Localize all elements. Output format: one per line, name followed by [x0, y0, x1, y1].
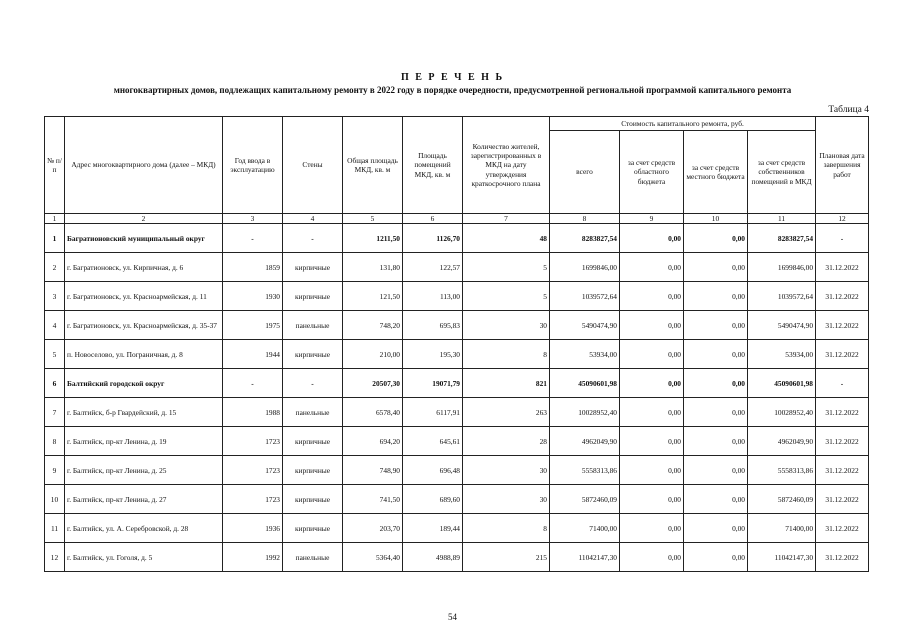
row-cost-total: 71400,00 [550, 514, 620, 543]
column-number: 11 [748, 214, 816, 224]
row-cost-regional: 0,00 [620, 514, 684, 543]
repair-table [44, 116, 869, 572]
row-cost-local: 0,00 [684, 253, 748, 282]
row-residents: 30 [463, 485, 550, 514]
header-cost-owners: за счет средств собственников помещений в МКД [748, 131, 816, 214]
row-planned-date: 31.12.2022 [816, 340, 869, 369]
row-planned-date: 31.12.2022 [816, 485, 869, 514]
row-address: г. Балтийск, пр-кт Ленина, д. 19 [65, 427, 223, 456]
row-premises-area: 689,60 [403, 485, 463, 514]
row-year: 1723 [223, 427, 283, 456]
row-number: 2 [45, 253, 65, 282]
row-year: 1936 [223, 514, 283, 543]
row-year: 1723 [223, 456, 283, 485]
header-year: Год ввода в эксплуатацию [223, 117, 283, 214]
row-premises-area: 113,00 [403, 282, 463, 311]
row-planned-date: 31.12.2022 [816, 311, 869, 340]
row-year: 1930 [223, 282, 283, 311]
row-number: 1 [45, 224, 65, 253]
row-cost-total: 5558313,86 [550, 456, 620, 485]
row-cost-owners: 71400,00 [748, 514, 816, 543]
row-cost-owners: 11042147,30 [748, 543, 816, 572]
header-residents: Количество жителей, зарегистрированных в МКД на дату утверждения краткосрочного плана [463, 117, 550, 214]
row-cost-owners: 5872460,09 [748, 485, 816, 514]
table-row [45, 456, 869, 485]
row-year: 1988 [223, 398, 283, 427]
row-address: Балтийский городской округ [65, 369, 223, 398]
row-planned-date: 31.12.2022 [816, 514, 869, 543]
header-no: № п/п [45, 117, 65, 214]
row-residents: 215 [463, 543, 550, 572]
row-number: 9 [45, 456, 65, 485]
page-number: 54 [448, 612, 457, 622]
row-cost-owners: 4962049,90 [748, 427, 816, 456]
row-cost-total: 5490474,90 [550, 311, 620, 340]
row-residents: 30 [463, 311, 550, 340]
row-number: 3 [45, 282, 65, 311]
table-row [45, 253, 869, 282]
header-premises-area: Площадь помещений МКД, кв. м [403, 117, 463, 214]
row-cost-regional: 0,00 [620, 224, 684, 253]
row-premises-area: 4988,89 [403, 543, 463, 572]
row-cost-local: 0,00 [684, 224, 748, 253]
row-address: г. Багратионовск, ул. Красноармейская, д. 35-37 [65, 311, 223, 340]
row-premises-area: 195,30 [403, 340, 463, 369]
row-planned-date: 31.12.2022 [816, 253, 869, 282]
row-premises-area: 122,57 [403, 253, 463, 282]
row-premises-area: 19071,79 [403, 369, 463, 398]
row-total-area: 748,20 [343, 311, 403, 340]
row-cost-regional: 0,00 [620, 456, 684, 485]
row-walls: кирпичные [283, 253, 343, 282]
row-cost-regional: 0,00 [620, 485, 684, 514]
row-total-area: 741,50 [343, 485, 403, 514]
row-walls: панельные [283, 311, 343, 340]
row-number: 11 [45, 514, 65, 543]
row-planned-date: 31.12.2022 [816, 543, 869, 572]
row-cost-local: 0,00 [684, 456, 748, 485]
row-number: 7 [45, 398, 65, 427]
row-cost-regional: 0,00 [620, 427, 684, 456]
row-year: - [223, 369, 283, 398]
row-cost-local: 0,00 [684, 514, 748, 543]
row-cost-local: 0,00 [684, 543, 748, 572]
row-number: 4 [45, 311, 65, 340]
table-row [45, 514, 869, 543]
row-number: 8 [45, 427, 65, 456]
document-subtitle: многоквартирных домов, подлежащих капитальному ремонту в 2022 году в порядке очередности, предусмотренной региональной программой капитального ремонта [113, 85, 792, 95]
row-total-area: 694,20 [343, 427, 403, 456]
column-number: 4 [283, 214, 343, 224]
row-address: г. Балтийск, пр-кт Ленина, д. 25 [65, 456, 223, 485]
row-total-area: 131,80 [343, 253, 403, 282]
row-address: г. Балтийск, ул. Гоголя, д. 5 [65, 543, 223, 572]
row-total-area: 6578,40 [343, 398, 403, 427]
header-cost-total: всего [550, 131, 620, 214]
row-walls: кирпичные [283, 340, 343, 369]
row-walls: кирпичные [283, 427, 343, 456]
column-number: 12 [816, 214, 869, 224]
row-cost-local: 0,00 [684, 485, 748, 514]
row-cost-regional: 0,00 [620, 282, 684, 311]
row-cost-local: 0,00 [684, 427, 748, 456]
table-row [45, 398, 869, 427]
row-address: г. Балтийск, б-р Гвардейский, д. 15 [65, 398, 223, 427]
header-walls: Стены [283, 117, 343, 214]
column-number: 8 [550, 214, 620, 224]
row-cost-total: 11042147,30 [550, 543, 620, 572]
row-cost-total: 4962049,90 [550, 427, 620, 456]
row-residents: 263 [463, 398, 550, 427]
row-residents: 5 [463, 282, 550, 311]
row-premises-area: 695,83 [403, 311, 463, 340]
row-planned-date: 31.12.2022 [816, 427, 869, 456]
table-row [45, 340, 869, 369]
row-walls: кирпичные [283, 485, 343, 514]
row-cost-total: 10028952,40 [550, 398, 620, 427]
row-cost-local: 0,00 [684, 398, 748, 427]
row-cost-owners: 10028952,40 [748, 398, 816, 427]
row-planned-date: - [816, 369, 869, 398]
row-residents: 8 [463, 340, 550, 369]
row-premises-area: 1126,70 [403, 224, 463, 253]
row-year: 1723 [223, 485, 283, 514]
table-row [45, 282, 869, 311]
row-premises-area: 645,61 [403, 427, 463, 456]
row-planned-date: 31.12.2022 [816, 282, 869, 311]
table-row [45, 543, 869, 572]
row-number: 6 [45, 369, 65, 398]
row-cost-total: 5872460,09 [550, 485, 620, 514]
column-number: 7 [463, 214, 550, 224]
column-number: 3 [223, 214, 283, 224]
column-number: 1 [45, 214, 65, 224]
row-year: 1944 [223, 340, 283, 369]
row-year: - [223, 224, 283, 253]
row-address: г. Багратионовск, ул. Кирпичная, д. 6 [65, 253, 223, 282]
column-number: 2 [65, 214, 223, 224]
header-cost-regional: за счет средств областного бюджета [620, 131, 684, 214]
row-cost-owners: 8283827,54 [748, 224, 816, 253]
table-label: Таблица 4 [828, 105, 869, 115]
row-residents: 48 [463, 224, 550, 253]
row-cost-regional: 0,00 [620, 369, 684, 398]
row-cost-total: 8283827,54 [550, 224, 620, 253]
row-residents: 28 [463, 427, 550, 456]
row-cost-regional: 0,00 [620, 311, 684, 340]
row-address: г. Балтийск, ул. А. Серебровской, д. 28 [65, 514, 223, 543]
row-walls: кирпичные [283, 456, 343, 485]
header-cost-local: за счет средств местного бюджета [684, 131, 748, 214]
row-cost-local: 0,00 [684, 282, 748, 311]
column-number: 10 [684, 214, 748, 224]
row-cost-total: 1039572,64 [550, 282, 620, 311]
table-row [45, 427, 869, 456]
row-cost-regional: 0,00 [620, 340, 684, 369]
row-walls: панельные [283, 398, 343, 427]
table-row [45, 311, 869, 340]
row-walls: - [283, 224, 343, 253]
row-total-area: 5364,40 [343, 543, 403, 572]
row-address: п. Новоселово, ул. Пограничная, д. 8 [65, 340, 223, 369]
row-cost-owners: 5558313,86 [748, 456, 816, 485]
header-cost-group: Стоимость капитального ремонта, руб. [550, 117, 816, 131]
row-cost-owners: 5490474,90 [748, 311, 816, 340]
row-year: 1975 [223, 311, 283, 340]
row-total-area: 1211,50 [343, 224, 403, 253]
row-cost-local: 0,00 [684, 369, 748, 398]
row-year: 1992 [223, 543, 283, 572]
row-address: г. Балтийск, пр-кт Ленина, д. 27 [65, 485, 223, 514]
row-year: 1859 [223, 253, 283, 282]
column-number: 5 [343, 214, 403, 224]
row-address: г. Багратионовск, ул. Красноармейская, д. 11 [65, 282, 223, 311]
row-number: 12 [45, 543, 65, 572]
table-body [45, 224, 869, 572]
row-number: 5 [45, 340, 65, 369]
table-row [45, 224, 869, 253]
row-cost-regional: 0,00 [620, 543, 684, 572]
row-planned-date: 31.12.2022 [816, 398, 869, 427]
column-number: 6 [403, 214, 463, 224]
row-total-area: 748,90 [343, 456, 403, 485]
row-planned-date: - [816, 224, 869, 253]
row-total-area: 203,70 [343, 514, 403, 543]
row-walls: панельные [283, 543, 343, 572]
column-number: 9 [620, 214, 684, 224]
header-total-area: Общая площадь МКД, кв. м [343, 117, 403, 214]
row-cost-regional: 0,00 [620, 398, 684, 427]
row-cost-local: 0,00 [684, 340, 748, 369]
row-address: Багратионовский муниципальный округ [65, 224, 223, 253]
row-cost-total: 53934,00 [550, 340, 620, 369]
row-walls: кирпичные [283, 514, 343, 543]
row-cost-total: 1699846,00 [550, 253, 620, 282]
row-cost-owners: 1699846,00 [748, 253, 816, 282]
row-cost-total: 45090601,98 [550, 369, 620, 398]
header-planned-date: Плановая дата завершения работ [816, 117, 869, 214]
row-walls: кирпичные [283, 282, 343, 311]
row-total-area: 210,00 [343, 340, 403, 369]
row-number: 10 [45, 485, 65, 514]
row-cost-owners: 53934,00 [748, 340, 816, 369]
row-residents: 30 [463, 456, 550, 485]
row-cost-local: 0,00 [684, 311, 748, 340]
row-total-area: 20507,30 [343, 369, 403, 398]
row-premises-area: 6117,91 [403, 398, 463, 427]
table-row [45, 369, 869, 398]
column-number-row [45, 214, 869, 224]
row-cost-owners: 45090601,98 [748, 369, 816, 398]
row-cost-regional: 0,00 [620, 253, 684, 282]
header-address: Адрес многоквартирного дома (далее – МКД) [65, 117, 223, 214]
row-walls: - [283, 369, 343, 398]
row-premises-area: 696,48 [403, 456, 463, 485]
row-cost-owners: 1039572,64 [748, 282, 816, 311]
row-residents: 5 [463, 253, 550, 282]
row-total-area: 121,50 [343, 282, 403, 311]
row-premises-area: 189,44 [403, 514, 463, 543]
document-title: П Е Р Е Ч Е Н Ь [400, 72, 505, 83]
row-residents: 821 [463, 369, 550, 398]
row-planned-date: 31.12.2022 [816, 456, 869, 485]
table-row [45, 485, 869, 514]
row-residents: 8 [463, 514, 550, 543]
